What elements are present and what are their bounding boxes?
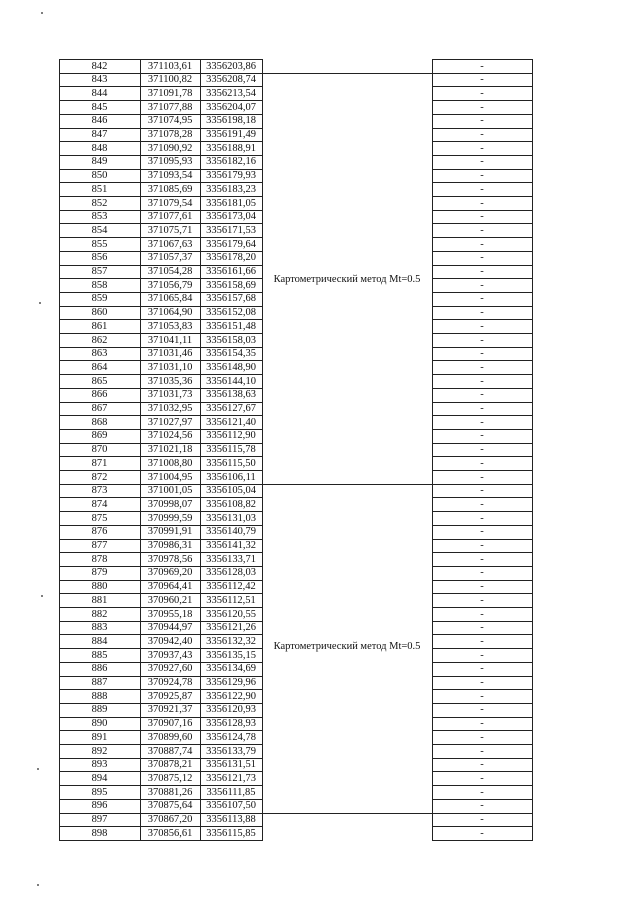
coordinate-y: 3356179,64 (206, 238, 256, 250)
point-number: 861 (91, 320, 108, 332)
coordinate-x: 371075,71 (147, 224, 193, 236)
empty-mark: - (480, 361, 484, 373)
point-number: 884 (91, 635, 108, 647)
coordinate-y: 3356181,05 (206, 197, 256, 209)
point-number: 890 (91, 718, 108, 730)
coordinate-y: 3356158,69 (206, 279, 256, 291)
point-number: 878 (91, 553, 108, 565)
coordinate-y: 3356113,88 (206, 814, 256, 825)
point-number: 858 (91, 279, 108, 291)
coordinate-y: 3356124,78 (206, 731, 256, 743)
point-number: 876 (91, 526, 108, 538)
coordinate-x: 370925,87 (147, 690, 193, 702)
coordinate-x: 371100,82 (147, 74, 193, 86)
point-number: 892 (91, 745, 108, 757)
coordinate-x: 371031,46 (147, 348, 193, 360)
point-number: 887 (91, 677, 108, 688)
point-number: 874 (91, 498, 108, 510)
empty-mark: - (480, 266, 484, 277)
point-number: 886 (91, 663, 108, 675)
empty-mark: - (480, 101, 484, 113)
method-cell-border (262, 73, 432, 74)
point-number: 854 (91, 224, 108, 236)
point-number: 853 (91, 211, 108, 223)
coordinate-y: 3356106,11 (206, 471, 256, 483)
coordinate-x: 371085,69 (147, 183, 193, 195)
empty-mark: - (480, 238, 484, 250)
coordinate-x: 370937,43 (147, 649, 193, 661)
coordinate-y: 3356122,90 (206, 690, 256, 702)
coordinate-y: 3356158,03 (206, 334, 256, 346)
coordinate-x: 371056,79 (147, 279, 193, 291)
coordinate-y: 3356108,82 (206, 498, 256, 510)
empty-mark: - (480, 512, 484, 524)
empty-mark: - (480, 622, 484, 634)
coordinate-x: 370867,20 (147, 814, 193, 825)
coordinate-y: 3356121,26 (206, 622, 256, 634)
point-number: 868 (91, 416, 108, 428)
coordinate-y: 3356115,85 (206, 827, 256, 839)
empty-mark: - (480, 444, 484, 456)
coordinate-x: 370881,26 (147, 786, 193, 798)
coordinate-x: 371079,54 (147, 197, 193, 209)
coordinate-x: 370978,56 (147, 553, 193, 565)
coordinate-y: 3356128,03 (206, 567, 256, 579)
coordinate-y: 3356128,93 (206, 718, 256, 730)
coordinate-y: 3356133,79 (206, 745, 256, 757)
coordinate-y: 3356111,85 (206, 786, 256, 798)
method-label-2: Картометрический метод Mt=0.5 (273, 641, 421, 652)
point-number: 885 (91, 649, 108, 661)
coordinate-x: 370924,78 (147, 677, 193, 688)
empty-mark: - (480, 87, 484, 99)
scan-speck (39, 302, 41, 304)
point-number: 855 (91, 238, 108, 250)
point-number: 872 (91, 471, 108, 483)
empty-mark: - (480, 348, 484, 360)
coordinate-x: 371065,84 (147, 293, 193, 305)
point-number: 857 (91, 266, 108, 277)
method-cell-border (262, 484, 432, 485)
empty-mark: - (480, 786, 484, 798)
coordinate-y: 3356121,73 (206, 772, 256, 784)
coordinate-x: 371004,95 (147, 471, 193, 483)
coordinate-x: 370878,21 (147, 759, 193, 771)
coordinate-x: 370899,60 (147, 731, 193, 743)
scan-speck (37, 884, 39, 886)
point-number: 848 (91, 142, 108, 154)
point-number: 859 (91, 293, 108, 305)
coordinate-y: 3356152,08 (206, 307, 256, 319)
coordinate-x: 370856,61 (147, 827, 193, 839)
empty-mark: - (480, 800, 484, 812)
point-number: 880 (91, 581, 108, 593)
coordinate-x: 370875,12 (147, 772, 193, 784)
coordinate-y: 3356129,96 (206, 677, 256, 688)
empty-mark: - (480, 581, 484, 593)
empty-mark: - (480, 690, 484, 702)
empty-mark: - (480, 567, 484, 579)
point-number: 860 (91, 307, 108, 319)
empty-mark: - (480, 540, 484, 551)
point-number: 891 (91, 731, 108, 743)
empty-mark: - (480, 403, 484, 414)
point-number: 877 (91, 540, 108, 551)
coordinate-y: 3356120,93 (206, 704, 256, 716)
coordinate-y: 3356204,07 (206, 101, 256, 113)
point-number: 894 (91, 772, 108, 784)
empty-mark: - (480, 649, 484, 661)
coordinate-x: 371064,90 (147, 307, 193, 319)
coordinate-y: 3356134,69 (206, 663, 256, 675)
coordinate-y: 3356144,10 (206, 375, 256, 387)
point-number: 851 (91, 183, 108, 195)
coordinate-y: 3356112,42 (206, 581, 256, 593)
point-number: 879 (91, 567, 108, 579)
coordinate-y: 3356112,51 (206, 594, 256, 606)
empty-mark: - (480, 334, 484, 346)
method-cell-border (262, 813, 432, 814)
scan-speck (41, 12, 43, 14)
coordinate-x: 371041,11 (147, 334, 193, 346)
coordinate-y: 3356140,79 (206, 526, 256, 538)
coordinate-y: 3356127,67 (206, 403, 256, 414)
coordinate-y: 3356208,74 (206, 74, 256, 86)
point-number: 889 (91, 704, 108, 716)
empty-mark: - (480, 224, 484, 236)
coordinate-x: 371078,28 (147, 129, 193, 140)
empty-mark: - (480, 279, 484, 291)
empty-mark: - (480, 731, 484, 743)
coordinate-y: 3356131,03 (206, 512, 256, 524)
coordinate-y: 3356132,32 (206, 635, 256, 647)
point-number: 888 (91, 690, 108, 702)
coordinate-x: 371032,95 (147, 403, 193, 414)
empty-mark: - (480, 485, 484, 497)
empty-mark: - (480, 320, 484, 332)
scan-speck (37, 768, 39, 770)
empty-mark: - (480, 526, 484, 538)
coordinate-y: 3356107,50 (206, 800, 256, 812)
coordinate-y: 3356157,68 (206, 293, 256, 305)
point-number: 895 (91, 786, 108, 798)
empty-mark: - (480, 115, 484, 127)
empty-mark: - (480, 197, 484, 209)
coordinate-x: 370887,74 (147, 745, 193, 757)
empty-mark: - (480, 183, 484, 195)
empty-mark: - (480, 375, 484, 387)
empty-mark: - (480, 594, 484, 606)
coordinate-x: 371021,18 (147, 444, 193, 456)
coordinate-y: 3356148,90 (206, 361, 256, 373)
empty-mark: - (480, 471, 484, 483)
empty-mark: - (480, 74, 484, 86)
coordinate-y: 3356203,86 (206, 60, 256, 72)
coordinate-x: 371090,92 (147, 142, 193, 154)
coordinate-y: 3356115,50 (206, 457, 256, 469)
point-number: 862 (91, 334, 108, 346)
coordinate-x: 371024,56 (147, 430, 193, 442)
method-label-1: Картометрический метод Mt=0.5 (273, 274, 421, 285)
coordinate-x: 370960,21 (147, 594, 193, 606)
empty-mark: - (480, 307, 484, 319)
empty-mark: - (480, 745, 484, 757)
point-number: 856 (91, 252, 108, 264)
empty-mark: - (480, 389, 484, 401)
coordinate-x: 370944,97 (147, 622, 193, 634)
empty-mark: - (480, 663, 484, 675)
point-number: 897 (91, 814, 108, 825)
scan-speck (41, 595, 43, 597)
coordinate-y: 3356138,63 (206, 389, 256, 401)
coordinate-x: 371103,61 (147, 60, 193, 72)
empty-mark: - (480, 60, 484, 72)
point-number: 875 (91, 512, 108, 524)
point-number: 867 (91, 403, 108, 414)
coordinate-y: 3356178,20 (206, 252, 256, 264)
empty-mark: - (480, 170, 484, 182)
empty-mark: - (480, 293, 484, 305)
empty-mark: - (480, 416, 484, 428)
point-number: 852 (91, 197, 108, 209)
point-number: 846 (91, 115, 108, 127)
coordinate-y: 3356121,40 (206, 416, 256, 428)
empty-mark: - (480, 814, 484, 825)
coordinate-x: 371053,83 (147, 320, 193, 332)
point-number: 871 (91, 457, 108, 469)
point-number: 850 (91, 170, 108, 182)
column-line (532, 59, 533, 841)
coordinate-y: 3356182,16 (206, 156, 256, 168)
point-number: 845 (91, 101, 108, 113)
empty-mark: - (480, 704, 484, 716)
point-number: 865 (91, 375, 108, 387)
point-number: 844 (91, 87, 108, 99)
coordinate-x: 371091,78 (147, 87, 193, 99)
point-number: 847 (91, 129, 108, 140)
coordinate-y: 3356120,55 (206, 608, 256, 620)
point-number: 870 (91, 444, 108, 456)
coordinate-y: 3356154,35 (206, 348, 256, 360)
coordinate-x: 371067,63 (147, 238, 193, 250)
coordinate-y: 3356131,51 (206, 759, 256, 771)
coordinate-x: 370969,20 (147, 567, 193, 579)
point-number: 873 (91, 485, 108, 497)
empty-mark: - (480, 553, 484, 565)
empty-mark: - (480, 677, 484, 688)
coordinate-x: 370955,18 (147, 608, 193, 620)
coordinate-x: 371093,54 (147, 170, 193, 182)
point-number: 881 (91, 594, 108, 606)
coordinate-x: 370964,41 (147, 581, 193, 593)
empty-mark: - (480, 252, 484, 264)
coordinate-x: 370991,91 (147, 526, 193, 538)
coordinate-x: 371027,97 (147, 416, 193, 428)
empty-mark: - (480, 129, 484, 140)
empty-mark: - (480, 827, 484, 839)
coordinate-x: 371054,28 (147, 266, 193, 277)
coordinate-x: 370927,60 (147, 663, 193, 675)
column-line (262, 59, 263, 841)
coordinate-y: 3356112,90 (206, 430, 256, 442)
coordinate-x: 370875,64 (147, 800, 193, 812)
coordinate-y: 3356105,04 (206, 485, 256, 497)
point-number: 896 (91, 800, 108, 812)
point-number: 898 (91, 827, 108, 839)
empty-mark: - (480, 498, 484, 510)
coordinate-x: 371031,73 (147, 389, 193, 401)
point-number: 842 (91, 60, 108, 72)
point-number: 866 (91, 389, 108, 401)
coordinate-y: 3356179,93 (206, 170, 256, 182)
coordinate-y: 3356135,15 (206, 649, 256, 661)
empty-mark: - (480, 156, 484, 168)
empty-mark: - (480, 772, 484, 784)
coordinate-x: 370999,59 (147, 512, 193, 524)
point-number: 843 (91, 74, 108, 86)
coordinate-y: 3356171,53 (206, 224, 256, 236)
coordinate-y: 3356151,48 (206, 320, 256, 332)
coordinate-y: 3356115,78 (206, 444, 256, 456)
coordinate-y: 3356213,54 (206, 87, 256, 99)
coordinate-x: 370998,07 (147, 498, 193, 510)
point-number: 882 (91, 608, 108, 620)
coordinate-x: 370942,40 (147, 635, 193, 647)
empty-mark: - (480, 142, 484, 154)
coordinate-y: 3356191,49 (206, 129, 256, 140)
empty-mark: - (480, 430, 484, 442)
empty-mark: - (480, 759, 484, 771)
coordinate-x: 371077,61 (147, 211, 193, 223)
coordinate-x: 371095,93 (147, 156, 193, 168)
point-number: 849 (91, 156, 108, 168)
coordinate-x: 370986,31 (147, 540, 193, 551)
empty-mark: - (480, 635, 484, 647)
coordinate-y: 3356133,71 (206, 553, 256, 565)
point-number: 883 (91, 622, 108, 634)
coordinate-x: 371031,10 (147, 361, 193, 373)
coordinate-x: 371057,37 (147, 252, 193, 264)
coordinate-y: 3356161,66 (206, 266, 256, 277)
point-number: 863 (91, 348, 108, 360)
coordinate-y: 3356188,91 (206, 142, 256, 154)
coordinate-x: 371074,95 (147, 115, 193, 127)
point-number: 864 (91, 361, 108, 373)
coordinate-x: 370907,16 (147, 718, 193, 730)
coordinate-x: 371077,88 (147, 101, 193, 113)
coordinate-y: 3356173,04 (206, 211, 256, 223)
coordinate-y: 3356183,23 (206, 183, 256, 195)
point-number: 893 (91, 759, 108, 771)
coordinate-x: 371008,80 (147, 457, 193, 469)
empty-mark: - (480, 718, 484, 730)
coordinate-x: 370921,37 (147, 704, 193, 716)
coordinate-y: 3356141,32 (206, 540, 256, 551)
point-number: 869 (91, 430, 108, 442)
coordinate-x: 371001,05 (147, 485, 193, 497)
empty-mark: - (480, 211, 484, 223)
empty-mark: - (480, 457, 484, 469)
empty-mark: - (480, 608, 484, 620)
coordinate-y: 3356198,18 (206, 115, 256, 127)
coordinate-x: 371035,36 (147, 375, 193, 387)
